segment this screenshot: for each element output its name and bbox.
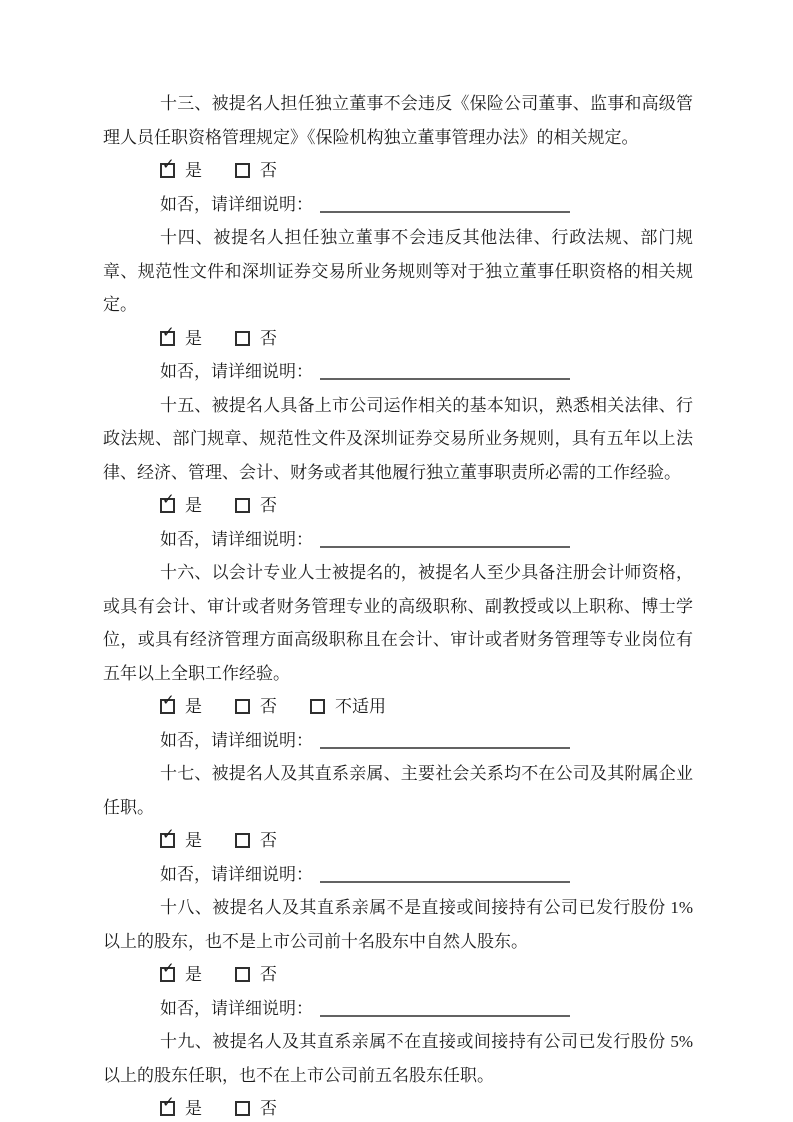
- check-mark-icon: ✓: [162, 1093, 175, 1112]
- check-mark-icon: ✓: [162, 155, 175, 174]
- option-checked[interactable]: [160, 154, 202, 188]
- option-label: 否: [260, 161, 277, 180]
- item-statement: 十九、被提名人及其直系亲属不在直接或间接持有公司已发行股份 5%以上的股东任职，也不在上市公司前五名股东任职。: [103, 1032, 693, 1085]
- option-label: 是: [185, 831, 202, 850]
- questionnaire-item: [103, 891, 693, 1025]
- option-unchecked[interactable]: [310, 690, 386, 724]
- detail-row: [103, 992, 693, 1026]
- option-label: 是: [185, 161, 202, 180]
- questionnaire-items: [103, 87, 693, 1122]
- options-row: [103, 154, 693, 188]
- item-statement: 十五、被提名人具备上市公司运作相关的基本知识，熟悉相关法律、行政法规、部门规章、规范性文件及深圳证券交易所业务规则，具有五年以上法律、经济、管理、会计、财务或者其他履行独立董事职责所必需的工作经验。: [103, 395, 693, 482]
- checkbox-unchecked-icon[interactable]: [310, 699, 325, 714]
- questionnaire-item: [103, 757, 693, 891]
- questionnaire-item: [103, 1025, 693, 1122]
- detail-prompt-label: 如否，请详细说明：: [160, 998, 313, 1018]
- questionnaire-item: [103, 556, 693, 757]
- options-row: [103, 322, 693, 356]
- detail-fill-in-line[interactable]: [320, 997, 570, 1017]
- option-label: 是: [185, 328, 202, 348]
- option-label: 否: [260, 1099, 277, 1118]
- option-label: 否: [260, 965, 277, 984]
- option-unchecked[interactable]: [235, 322, 277, 356]
- option-label: 否: [260, 831, 277, 850]
- option-label: 是: [185, 1099, 202, 1118]
- option-checked[interactable]: [160, 489, 202, 523]
- detail-fill-in-line[interactable]: [320, 528, 570, 548]
- option-label: 是: [185, 965, 202, 984]
- options-row: [103, 1092, 693, 1122]
- detail-row: [103, 724, 693, 758]
- checkbox-checked-icon[interactable]: [160, 825, 175, 848]
- check-mark-icon: ✓: [162, 691, 175, 710]
- option-unchecked[interactable]: [235, 958, 277, 992]
- options-row: [103, 690, 693, 724]
- option-label: 否: [260, 328, 277, 348]
- option-unchecked[interactable]: [235, 1092, 277, 1122]
- detail-row: [103, 355, 693, 389]
- detail-fill-in-line[interactable]: [320, 863, 570, 883]
- detail-row: [103, 188, 693, 222]
- checkbox-checked-icon[interactable]: [160, 959, 175, 982]
- option-checked[interactable]: [160, 690, 202, 724]
- option-unchecked[interactable]: [235, 824, 277, 858]
- option-label: 否: [260, 697, 277, 716]
- questionnaire-item: [103, 389, 693, 557]
- detail-row: [103, 858, 693, 892]
- checkbox-checked-icon[interactable]: [160, 490, 175, 513]
- options-row: [103, 958, 693, 992]
- item-statement: 十七、被提名人及其直系亲属、主要社会关系均不在公司及其附属企业任职。: [103, 764, 693, 817]
- detail-prompt-label: 如否，请详细说明：: [160, 529, 313, 549]
- checkbox-unchecked-icon[interactable]: [235, 1101, 250, 1116]
- detail-fill-in-line[interactable]: [320, 193, 570, 213]
- option-label: 是: [185, 697, 202, 716]
- checkbox-unchecked-icon[interactable]: [235, 967, 250, 982]
- detail-prompt-label: 如否，请详细说明：: [160, 730, 313, 750]
- checkbox-unchecked-icon[interactable]: [235, 163, 250, 178]
- item-statement: 十三、被提名人担任独立董事不会违反《保险公司董事、监事和高级管理人员任职资格管理规定》《保险机构独立董事管理办法》的相关规定。: [103, 94, 693, 147]
- item-statement: 十四、被提名人担任独立董事不会违反其他法律、行政法规、部门规章、规范性文件和深圳证券交易所业务规则等对于独立董事任职资格的相关规定。: [103, 228, 693, 314]
- detail-row: [103, 523, 693, 557]
- option-checked[interactable]: [160, 1092, 202, 1122]
- option-checked[interactable]: [160, 824, 202, 858]
- checkbox-checked-icon[interactable]: [160, 691, 175, 714]
- questionnaire-item: [103, 221, 693, 389]
- checkbox-unchecked-icon[interactable]: [235, 498, 250, 513]
- option-checked[interactable]: [160, 322, 202, 356]
- checkbox-checked-icon[interactable]: [160, 155, 175, 178]
- check-mark-icon: ✓: [162, 490, 175, 509]
- option-label: 是: [185, 496, 202, 515]
- detail-prompt-label: 如否，请详细说明：: [160, 194, 313, 214]
- option-unchecked[interactable]: [235, 154, 277, 188]
- options-row: [103, 489, 693, 523]
- option-label: 否: [260, 496, 277, 515]
- option-unchecked[interactable]: [235, 489, 277, 523]
- checkbox-checked-icon[interactable]: [160, 1093, 175, 1116]
- checkbox-checked-icon[interactable]: [160, 322, 175, 346]
- check-mark-icon: ✓: [162, 959, 175, 978]
- detail-fill-in-line[interactable]: [320, 360, 570, 380]
- item-statement: 十八、被提名人及其直系亲属不是直接或间接持有公司已发行股份 1%以上的股东，也不是上市公司前十名股东中自然人股东。: [103, 898, 693, 951]
- options-row: [103, 824, 693, 858]
- check-mark-icon: ✓: [162, 322, 175, 341]
- questionnaire-item: [103, 87, 693, 221]
- checkbox-unchecked-icon[interactable]: [235, 833, 250, 848]
- option-checked[interactable]: [160, 958, 202, 992]
- option-label: 不适用: [335, 697, 386, 716]
- detail-fill-in-line[interactable]: [320, 729, 570, 749]
- check-mark-icon: ✓: [162, 825, 175, 844]
- detail-prompt-label: 如否，请详细说明：: [160, 864, 313, 884]
- detail-prompt-label: 如否，请详细说明：: [160, 362, 313, 381]
- item-statement: 十六、以会计专业人士被提名的，被提名人至少具备注册会计师资格，或具有会计、审计或者财务管理专业的高级职称、副教授或以上职称、博士学位，或具有经济管理方面高级职称且在会计、审计或者财务管理等专业岗位有五年以上全职工作经验。: [103, 563, 693, 683]
- checkbox-unchecked-icon[interactable]: [235, 331, 250, 346]
- option-unchecked[interactable]: [235, 690, 277, 724]
- checkbox-unchecked-icon[interactable]: [235, 699, 250, 714]
